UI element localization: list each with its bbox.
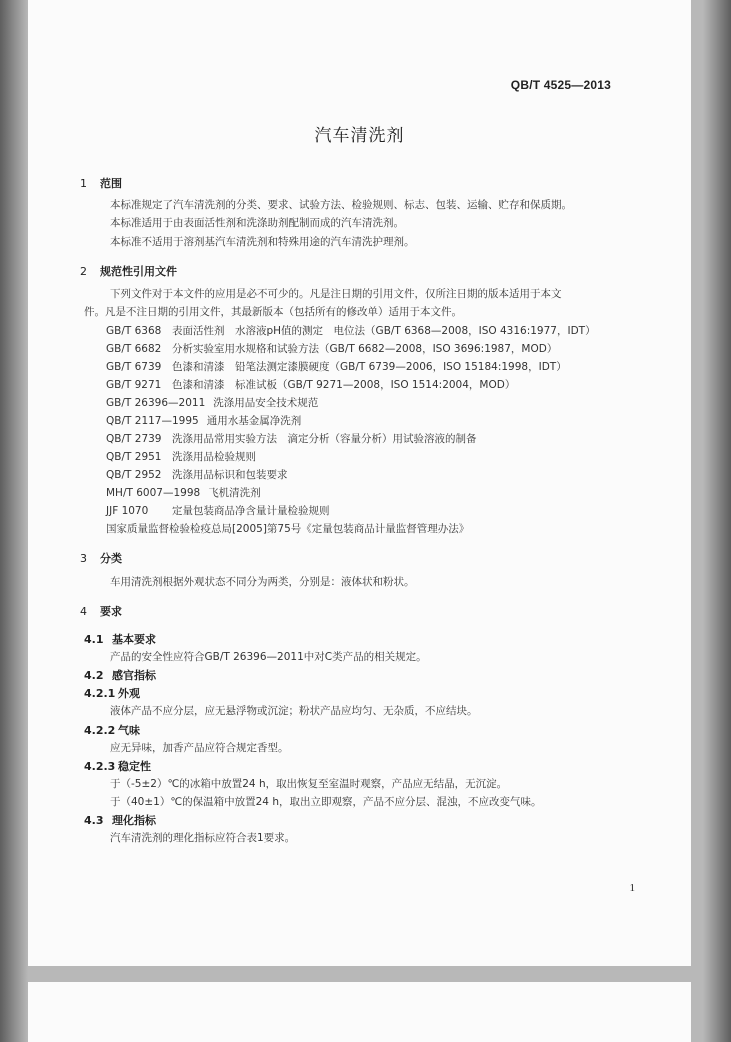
paragraph: 于（-5±2）℃的冰箱中放置24 h，取出恢复至室温时观察，产品应无结晶，无沉淀。 [110, 778, 508, 790]
paragraph: 本标准不适用于溶剂基汽车清洗剂和特殊用途的汽车清洗护理剂。 [110, 236, 415, 248]
reference-code: GB/T 6739 [106, 361, 162, 373]
subsection-heading [84, 685, 140, 701]
paragraph: 本标准规定了汽车清洗剂的分类、要求、试验方法、检验规则、标志、包装、运输、贮存和保质期。 [110, 199, 572, 211]
subsection-title: 理化指标 [112, 814, 156, 827]
document-page [28, 0, 691, 966]
section-2-heading [80, 263, 177, 279]
reference-item [106, 431, 477, 446]
paragraph: 本标准适用于由表面活性剂和洗涤助剂配制而成的汽车清洗剂。 [110, 217, 404, 229]
reference-code: QB/T 2952 [106, 469, 162, 481]
section-number: 1 [80, 177, 87, 190]
reference-item [106, 395, 318, 410]
paragraph: 车用清洗剂根据外观状态不同分为两类，分别是：液体状和粉状。 [110, 576, 415, 588]
subsection-number: 4.2 [84, 669, 104, 682]
reference-code: GB/T 26396—2011 [106, 397, 206, 409]
subsection-title: 外观 [118, 687, 140, 700]
reference-code: GB/T 6682 [106, 343, 162, 355]
reference-title: 色漆和清漆 铅笔法测定漆膜硬度（GB/T 6739—2006，ISO 15184:1998，IDT） [172, 361, 567, 373]
section-number: 3 [80, 552, 87, 565]
subsection-title: 稳定性 [118, 760, 151, 773]
subsection-heading [84, 631, 156, 647]
reference-item [106, 449, 256, 464]
reference-title: 色漆和清漆 标准试板（GB/T 9271—2008，ISO 1514:2004，MOD） [172, 379, 516, 391]
subsection-number: 4.2.3 [84, 760, 116, 773]
reference-item [106, 503, 330, 518]
reference-code: GB/T 6368 [106, 325, 162, 337]
reference-title: 分析实验室用水规格和试验方法（GB/T 6682—2008，ISO 3696:1987，MOD） [172, 343, 558, 355]
reference-item [106, 341, 557, 356]
subsection-title: 基本要求 [112, 633, 156, 646]
section-4-heading [80, 603, 122, 619]
section-3-heading [80, 550, 122, 566]
section-title: 分类 [100, 552, 122, 565]
subsection-heading [84, 812, 156, 828]
section-title: 要求 [100, 605, 122, 618]
reference-item [106, 521, 469, 536]
reference-code: JJF 1070 [106, 505, 149, 517]
reference-code: QB/T 2117—1995 [106, 415, 199, 427]
reference-title: 洗涤用品标识和包装要求 [172, 469, 288, 481]
reference-item [106, 467, 288, 482]
subsection-title: 感官指标 [112, 669, 156, 682]
reference-code: QB/T 2951 [106, 451, 162, 463]
paragraph: 件。凡是不注日期的引用文件，其最新版本（包括所有的修改单）适用于本文件。 [84, 306, 462, 318]
section-title: 范围 [100, 177, 122, 190]
subsection-heading [84, 722, 140, 738]
reference-code: QB/T 2739 [106, 433, 162, 445]
section-title: 规范性引用文件 [100, 265, 177, 278]
paragraph: 汽车清洗剂的理化指标应符合表1要求。 [110, 832, 296, 844]
reference-title: 飞机清洗剂 [208, 487, 261, 499]
document-title: 汽车清洗剂 [314, 126, 405, 146]
next-page-preview [28, 982, 691, 1042]
reference-item [106, 485, 261, 500]
reference-title: 洗涤用品常用实验方法 滴定分析（容量分析）用试验溶液的制备 [172, 433, 477, 445]
section-number: 2 [80, 265, 87, 278]
reference-title: 表面活性剂 水溶液pH值的测定 电位法（GB/T 6368—2008，ISO 4316:1977，IDT） [172, 325, 596, 337]
reference-item [106, 413, 301, 428]
reference-item [106, 323, 596, 338]
reference-title: 国家质量监督检验检疫总局[2005]第75号《定量包装商品计量监督管理办法》 [106, 523, 470, 535]
section-1-heading [80, 175, 122, 191]
reference-code: MH/T 6007—1998 [106, 487, 201, 499]
document-code: QB/T 4525—2013 [510, 78, 611, 92]
reference-title: 通用水基金属净洗剂 [206, 415, 302, 427]
page-number: 1 [629, 882, 635, 894]
reference-item [106, 377, 515, 392]
subsection-number: 4.3 [84, 814, 104, 827]
subsection-title: 气味 [118, 724, 140, 737]
subsection-number: 4.1 [84, 633, 104, 646]
paragraph: 下列文件对于本文件的应用是必不可少的。凡是注日期的引用文件，仅所注日期的版本适用于本文 [110, 288, 562, 300]
reference-code: GB/T 9271 [106, 379, 162, 391]
reference-item [106, 359, 567, 374]
subsection-number: 4.2.1 [84, 687, 116, 700]
reference-title: 定量包装商品净含量计量检验规则 [172, 505, 330, 517]
paragraph: 液体产品不应分层，应无悬浮物或沉淀；粉状产品应均匀、无杂质，不应结块。 [110, 705, 478, 717]
reference-title: 洗涤用品检验规则 [172, 451, 256, 463]
section-number: 4 [80, 605, 87, 618]
paragraph: 应无异味，加香产品应符合规定香型。 [110, 742, 289, 754]
subsection-number: 4.2.2 [84, 724, 116, 737]
paragraph: 于（40±1）℃的保温箱中放置24 h，取出立即观察，产品不应分层、混浊，不应改变气味。 [110, 796, 542, 808]
subsection-heading [84, 758, 151, 774]
paragraph: 产品的安全性应符合GB/T 26396—2011中对C类产品的相关规定。 [110, 651, 427, 663]
subsection-heading [84, 667, 156, 683]
reference-title: 洗涤用品安全技术规范 [213, 397, 319, 409]
